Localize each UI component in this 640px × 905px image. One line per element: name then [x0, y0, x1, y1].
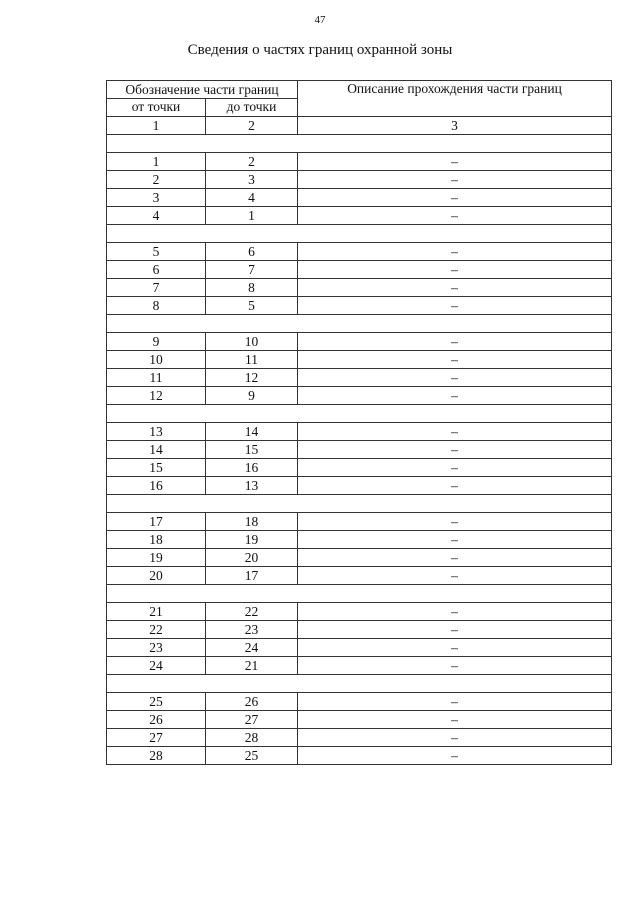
- table-row: [107, 279, 612, 297]
- table-row: [107, 729, 612, 747]
- from-point-cell: 22: [107, 621, 206, 639]
- group-separator-cell: [107, 495, 612, 513]
- table-row: [107, 189, 612, 207]
- to-point-cell: 1: [206, 207, 298, 225]
- to-point-cell: 10: [206, 333, 298, 351]
- table-row: [107, 333, 612, 351]
- group-separator-cell: [107, 675, 612, 693]
- to-point-cell: 27: [206, 711, 298, 729]
- column-number-row: [107, 117, 612, 135]
- from-point-cell: 4: [107, 207, 206, 225]
- description-cell: –: [298, 693, 612, 711]
- to-point-cell: 14: [206, 423, 298, 441]
- to-point-cell: 17: [206, 567, 298, 585]
- table-header: [107, 81, 612, 117]
- to-point-cell: 8: [206, 279, 298, 297]
- description-cell: –: [298, 333, 612, 351]
- from-point-cell: 18: [107, 531, 206, 549]
- description-cell: –: [298, 279, 612, 297]
- description-cell: –: [298, 189, 612, 207]
- group-separator-cell: [107, 135, 612, 153]
- table-row: [107, 459, 612, 477]
- group-separator-row: [107, 225, 612, 243]
- table-row: [107, 567, 612, 585]
- from-point-cell: 5: [107, 243, 206, 261]
- to-point-cell: 21: [206, 657, 298, 675]
- group-separator-cell: [107, 405, 612, 423]
- from-point-cell: 7: [107, 279, 206, 297]
- description-cell: –: [298, 423, 612, 441]
- table-row: [107, 621, 612, 639]
- table-row: [107, 423, 612, 441]
- table-row: [107, 369, 612, 387]
- table-row: [107, 207, 612, 225]
- group-separator-row: [107, 585, 612, 603]
- to-point-cell: 26: [206, 693, 298, 711]
- table-row: [107, 171, 612, 189]
- from-point-cell: 20: [107, 567, 206, 585]
- page-number: 47: [314, 14, 326, 26]
- table-row: [107, 693, 612, 711]
- header-to-point: до точки: [206, 99, 298, 117]
- column-number-1: 1: [107, 117, 206, 135]
- description-cell: –: [298, 513, 612, 531]
- column-number-2: 2: [206, 117, 298, 135]
- table-body: [107, 117, 612, 765]
- description-cell: –: [298, 531, 612, 549]
- table-row: [107, 531, 612, 549]
- table-row: [107, 747, 612, 765]
- from-point-cell: 23: [107, 639, 206, 657]
- description-cell: –: [298, 351, 612, 369]
- description-cell: –: [298, 369, 612, 387]
- to-point-cell: 22: [206, 603, 298, 621]
- from-point-cell: 21: [107, 603, 206, 621]
- description-cell: –: [298, 603, 612, 621]
- header-from-point: от точки: [107, 99, 206, 117]
- to-point-cell: 13: [206, 477, 298, 495]
- table-row: [107, 387, 612, 405]
- table-row: [107, 441, 612, 459]
- group-separator-cell: [107, 225, 612, 243]
- table-row: [107, 477, 612, 495]
- description-cell: –: [298, 747, 612, 765]
- from-point-cell: 13: [107, 423, 206, 441]
- column-number-3: 3: [298, 117, 612, 135]
- table-row: [107, 297, 612, 315]
- to-point-cell: 2: [206, 153, 298, 171]
- from-point-cell: 25: [107, 693, 206, 711]
- description-cell: –: [298, 459, 612, 477]
- to-point-cell: 28: [206, 729, 298, 747]
- header-description: Описание прохождения части границ: [298, 81, 612, 117]
- group-separator-row: [107, 495, 612, 513]
- group-separator-row: [107, 315, 612, 333]
- to-point-cell: 3: [206, 171, 298, 189]
- description-cell: –: [298, 621, 612, 639]
- table-row: [107, 243, 612, 261]
- to-point-cell: 25: [206, 747, 298, 765]
- description-cell: –: [298, 711, 612, 729]
- group-separator-row: [107, 135, 612, 153]
- table-row: [107, 351, 612, 369]
- table-row: [107, 261, 612, 279]
- to-point-cell: 12: [206, 369, 298, 387]
- table-row: [107, 549, 612, 567]
- to-point-cell: 20: [206, 549, 298, 567]
- to-point-cell: 16: [206, 459, 298, 477]
- description-cell: –: [298, 639, 612, 657]
- description-cell: –: [298, 567, 612, 585]
- from-point-cell: 16: [107, 477, 206, 495]
- from-point-cell: 3: [107, 189, 206, 207]
- group-separator-cell: [107, 315, 612, 333]
- description-cell: –: [298, 171, 612, 189]
- from-point-cell: 14: [107, 441, 206, 459]
- table-row: [107, 603, 612, 621]
- to-point-cell: 18: [206, 513, 298, 531]
- to-point-cell: 24: [206, 639, 298, 657]
- boundary-table: [106, 80, 612, 765]
- to-point-cell: 11: [206, 351, 298, 369]
- group-separator-cell: [107, 585, 612, 603]
- document-title: Сведения о частях границ охранной зоны: [187, 42, 453, 58]
- to-point-cell: 5: [206, 297, 298, 315]
- from-point-cell: 12: [107, 387, 206, 405]
- from-point-cell: 6: [107, 261, 206, 279]
- description-cell: –: [298, 477, 612, 495]
- from-point-cell: 24: [107, 657, 206, 675]
- from-point-cell: 2: [107, 171, 206, 189]
- table-row: [107, 153, 612, 171]
- group-separator-row: [107, 675, 612, 693]
- description-cell: –: [298, 153, 612, 171]
- table-row: [107, 711, 612, 729]
- description-cell: –: [298, 297, 612, 315]
- to-point-cell: 9: [206, 387, 298, 405]
- to-point-cell: 7: [206, 261, 298, 279]
- table-row: [107, 639, 612, 657]
- from-point-cell: 10: [107, 351, 206, 369]
- description-cell: –: [298, 441, 612, 459]
- from-point-cell: 1: [107, 153, 206, 171]
- from-point-cell: 9: [107, 333, 206, 351]
- from-point-cell: 15: [107, 459, 206, 477]
- description-cell: –: [298, 243, 612, 261]
- from-point-cell: 11: [107, 369, 206, 387]
- from-point-cell: 19: [107, 549, 206, 567]
- from-point-cell: 8: [107, 297, 206, 315]
- to-point-cell: 6: [206, 243, 298, 261]
- to-point-cell: 19: [206, 531, 298, 549]
- from-point-cell: 17: [107, 513, 206, 531]
- header-boundary-designation: Обозначение части границ: [107, 81, 298, 99]
- to-point-cell: 4: [206, 189, 298, 207]
- description-cell: –: [298, 387, 612, 405]
- to-point-cell: 23: [206, 621, 298, 639]
- from-point-cell: 28: [107, 747, 206, 765]
- description-cell: –: [298, 261, 612, 279]
- description-cell: –: [298, 549, 612, 567]
- to-point-cell: 15: [206, 441, 298, 459]
- description-cell: –: [298, 207, 612, 225]
- from-point-cell: 27: [107, 729, 206, 747]
- description-cell: –: [298, 729, 612, 747]
- table-row: [107, 657, 612, 675]
- description-cell: –: [298, 657, 612, 675]
- table-row: [107, 513, 612, 531]
- group-separator-row: [107, 405, 612, 423]
- from-point-cell: 26: [107, 711, 206, 729]
